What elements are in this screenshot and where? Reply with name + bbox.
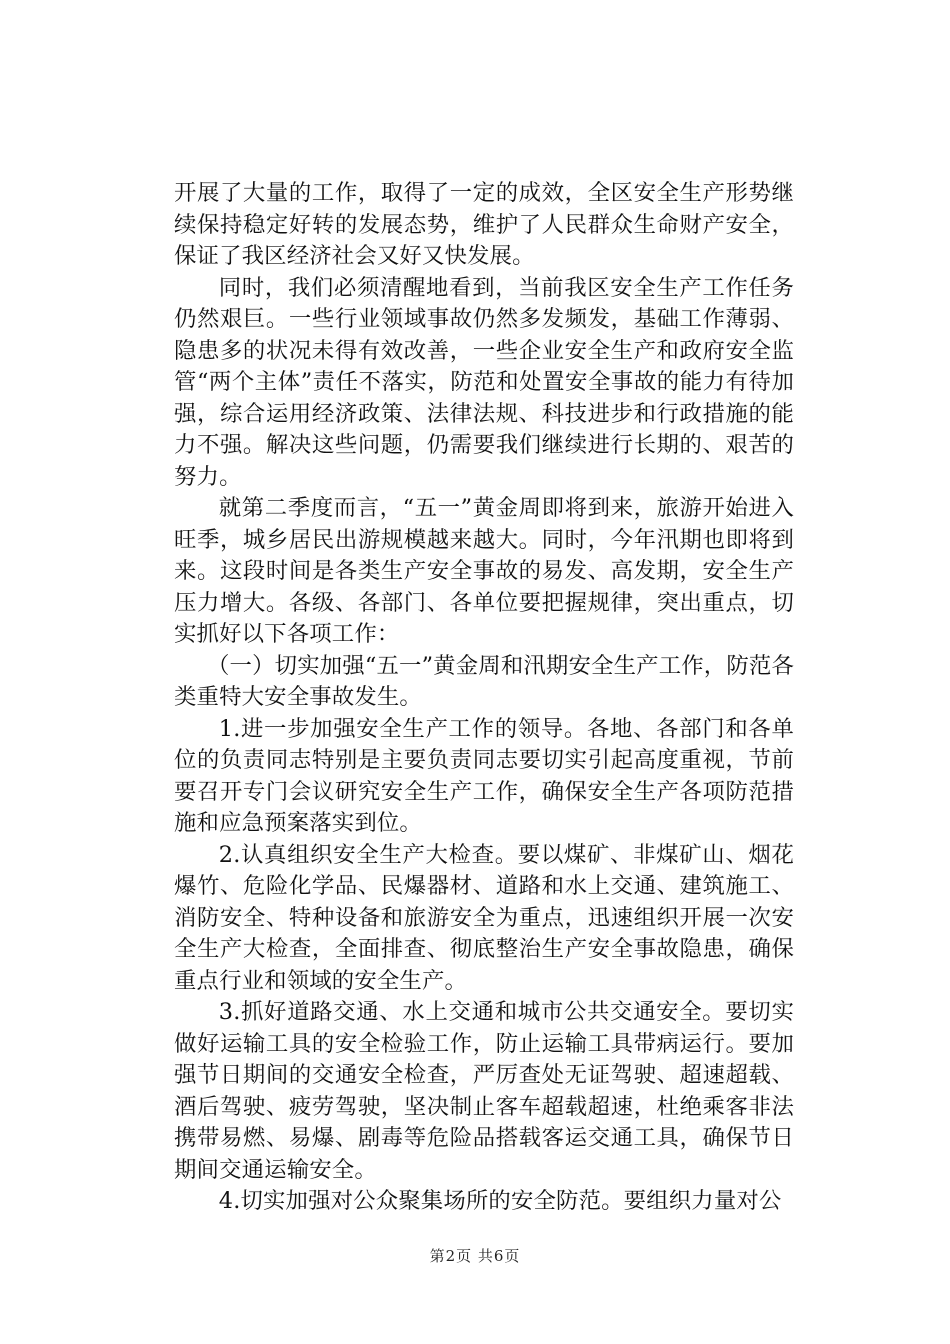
list-item-3: 3.抓好道路交通、水上交通和城市公共交通安全。要切实做好运输工具的安全检验工作，防止运输工具带病运行。要加强节日期间的交通安全检查，严厉查处无证驾驶、超速超载、酒后驾驶、疲劳驾驶，坚决制止客车超载超速，杜绝乘客非法携带易燃、易爆、剧毒等危险品搭载客运交通工具，确保节日期间交通运输安全。: [174, 999, 794, 1183]
paragraph-1: 开展了大量的工作，取得了一定的成效，全区安全生产形势继续保持稳定好转的发展态势，维护了人民群众生命财产安全，保证了我区经济社会又好又快发展。: [174, 180, 794, 269]
list-item-4: 4.切实加强对公众聚集场所的安全防范。要组织力量对公: [218, 1188, 782, 1214]
section-heading-1: （一）切实加强“五一”黄金周和汛期安全生产工作，防范各类重特大安全事故发生。: [174, 652, 794, 710]
page-footer: 第2页 共6页: [429, 1247, 521, 1265]
list-item-1: 1.进一步加强安全生产工作的领导。各地、各部门和各单位的负责同志特别是主要负责同志要切实引起高度重视，节前要召开专门会议研究安全生产工作，确保安全生产各项防范措施和应急预案落实到位。: [174, 715, 794, 836]
paragraph-3: 就第二季度而言，“五一”黄金周即将到来，旅游开始进入旺季，城乡居民出游规模越来越大。同时，今年汛期也即将到来。这段时间是各类生产安全事故的易发、高发期，安全生产压力增大。各级、各部门、各单位要把握规律，突出重点，切实抓好以下各项工作：: [174, 495, 794, 647]
list-item-2: 2.认真组织安全生产大检查。要以煤矿、非煤矿山、烟花爆竹、危险化学品、民爆器材、道路和水上交通、建筑施工、消防安全、特种设备和旅游安全为重点，迅速组织开展一次安全生产大检查，全面排查、彻底整治生产安全事故隐患，确保重点行业和领域的安全生产。: [174, 841, 794, 994]
document-body: [174, 178, 794, 1218]
paragraph-2: 同时，我们必须清醒地看到，当前我区安全生产工作任务仍然艰巨。一些行业领域事故仍然多发频发，基础工作薄弱、隐患多的状况未得有效改善，一些企业安全生产和政府安全监管“两个主体”责任不落实，防范和处置安全事故的能力有待加强，综合运用经济政策、法律法规、科技进步和行政措施的能力不强。解决这些问题，仍需要我们继续进行长期的、艰苦的努力。: [174, 274, 794, 490]
